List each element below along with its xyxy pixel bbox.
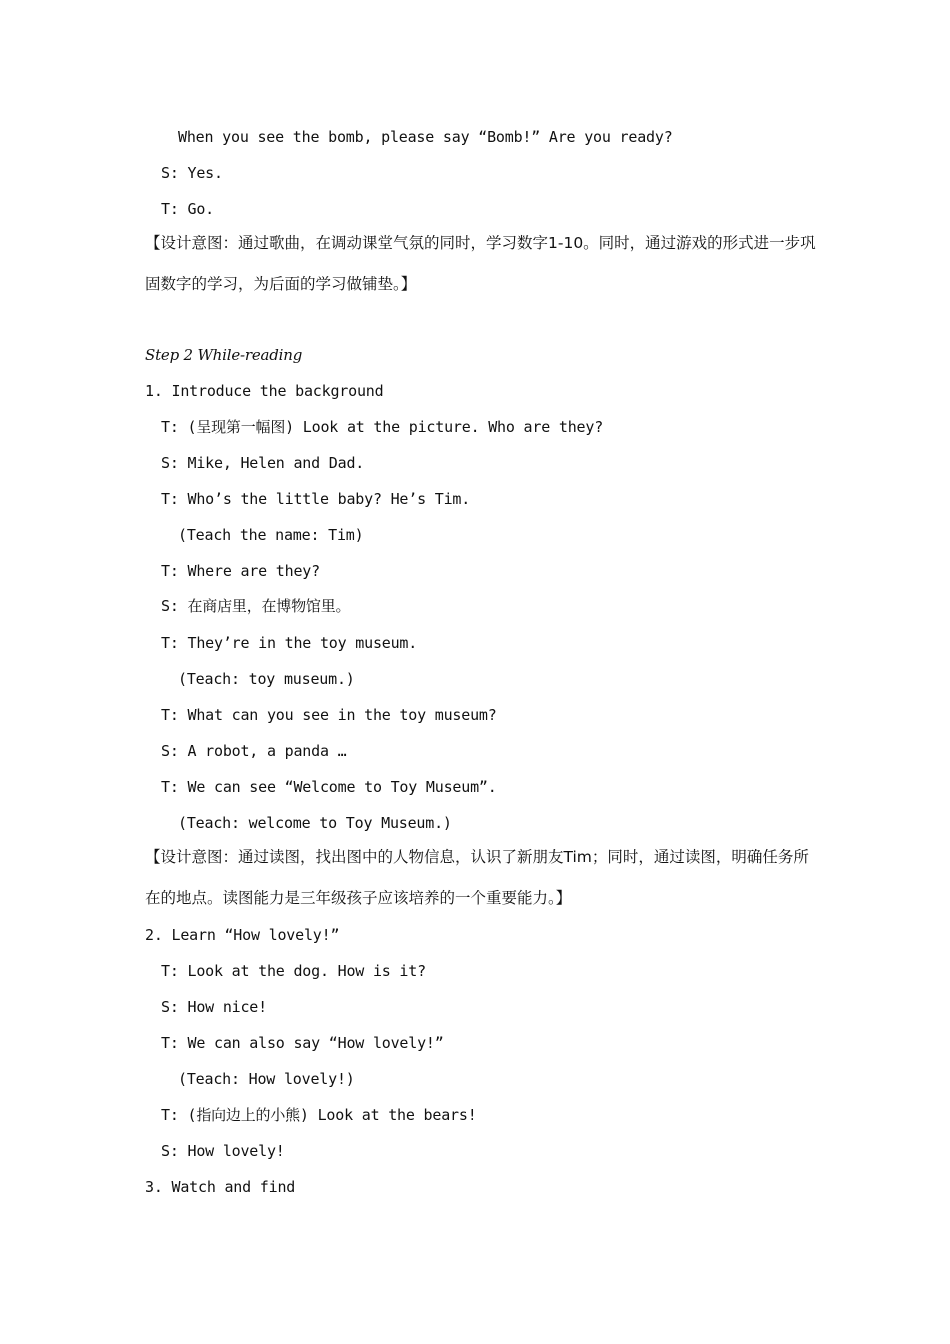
teach-note: (Teach: How lovely!) — [178, 1070, 355, 1088]
dialogue-line: S: How lovely! — [161, 1142, 285, 1160]
dialogue-line: T: Who’s the little baby? He’s Tim. — [161, 490, 471, 508]
dialogue-line: T: What can you see in the toy museum? — [161, 706, 497, 724]
dialogue-line: T: They’re in the toy museum. — [161, 634, 418, 652]
step-2-title: Step 2 While-reading — [145, 346, 303, 364]
intro-line-bomb: When you see the bomb, please say “Bomb!” Are you ready? — [178, 128, 673, 146]
dialogue-line: T: We can see “Welcome to Toy Museum”. — [161, 778, 497, 796]
teach-note: (Teach the name: Tim) — [178, 526, 364, 544]
dialogue-line: S: A robot, a panda … — [161, 742, 347, 760]
dialogue-line: S: 在商店里，在博物馆里。 — [161, 597, 351, 615]
dialogue-line: T: We can also say “How lovely!” — [161, 1034, 444, 1052]
section-3-heading: 3. Watch and find — [145, 1178, 296, 1196]
intro-line-go: T: Go. — [161, 200, 214, 218]
dialogue-line: T: (呈现第一幅图) Look at the picture. Who are they? — [161, 418, 604, 436]
section-2-heading: 2. Learn “How lovely!” — [145, 926, 340, 944]
dialogue-line: T: Look at the dog. How is it? — [161, 962, 426, 980]
section-1-heading: 1. Introduce the background — [145, 382, 384, 400]
design-intent-note-2: 【设计意图：通过读图，找出图中的人物信息，认识了新朋友Tim；同时，通过读图，明确任务所在的地点。读图能力是三年级孩子应该培养的一个重要能力。】 — [145, 848, 809, 907]
dialogue-line: T: Where are they? — [161, 562, 320, 580]
teach-note: (Teach: welcome to Toy Museum.) — [178, 814, 452, 832]
design-intent-note-1: 【设计意图：通过歌曲，在调动课堂气氛的同时，学习数字1-10。同时，通过游戏的形式进一步巩固数字的学习，为后面的学习做铺垫。】 — [145, 234, 816, 293]
dialogue-line: S: Mike, Helen and Dad. — [161, 454, 365, 472]
teach-note: (Teach: toy museum.) — [178, 670, 355, 688]
dialogue-line: S: How nice! — [161, 998, 267, 1016]
dialogue-line: T: (指向边上的小熊) Look at the bears! — [161, 1106, 477, 1124]
intro-line-yes: S: Yes. — [161, 164, 223, 182]
